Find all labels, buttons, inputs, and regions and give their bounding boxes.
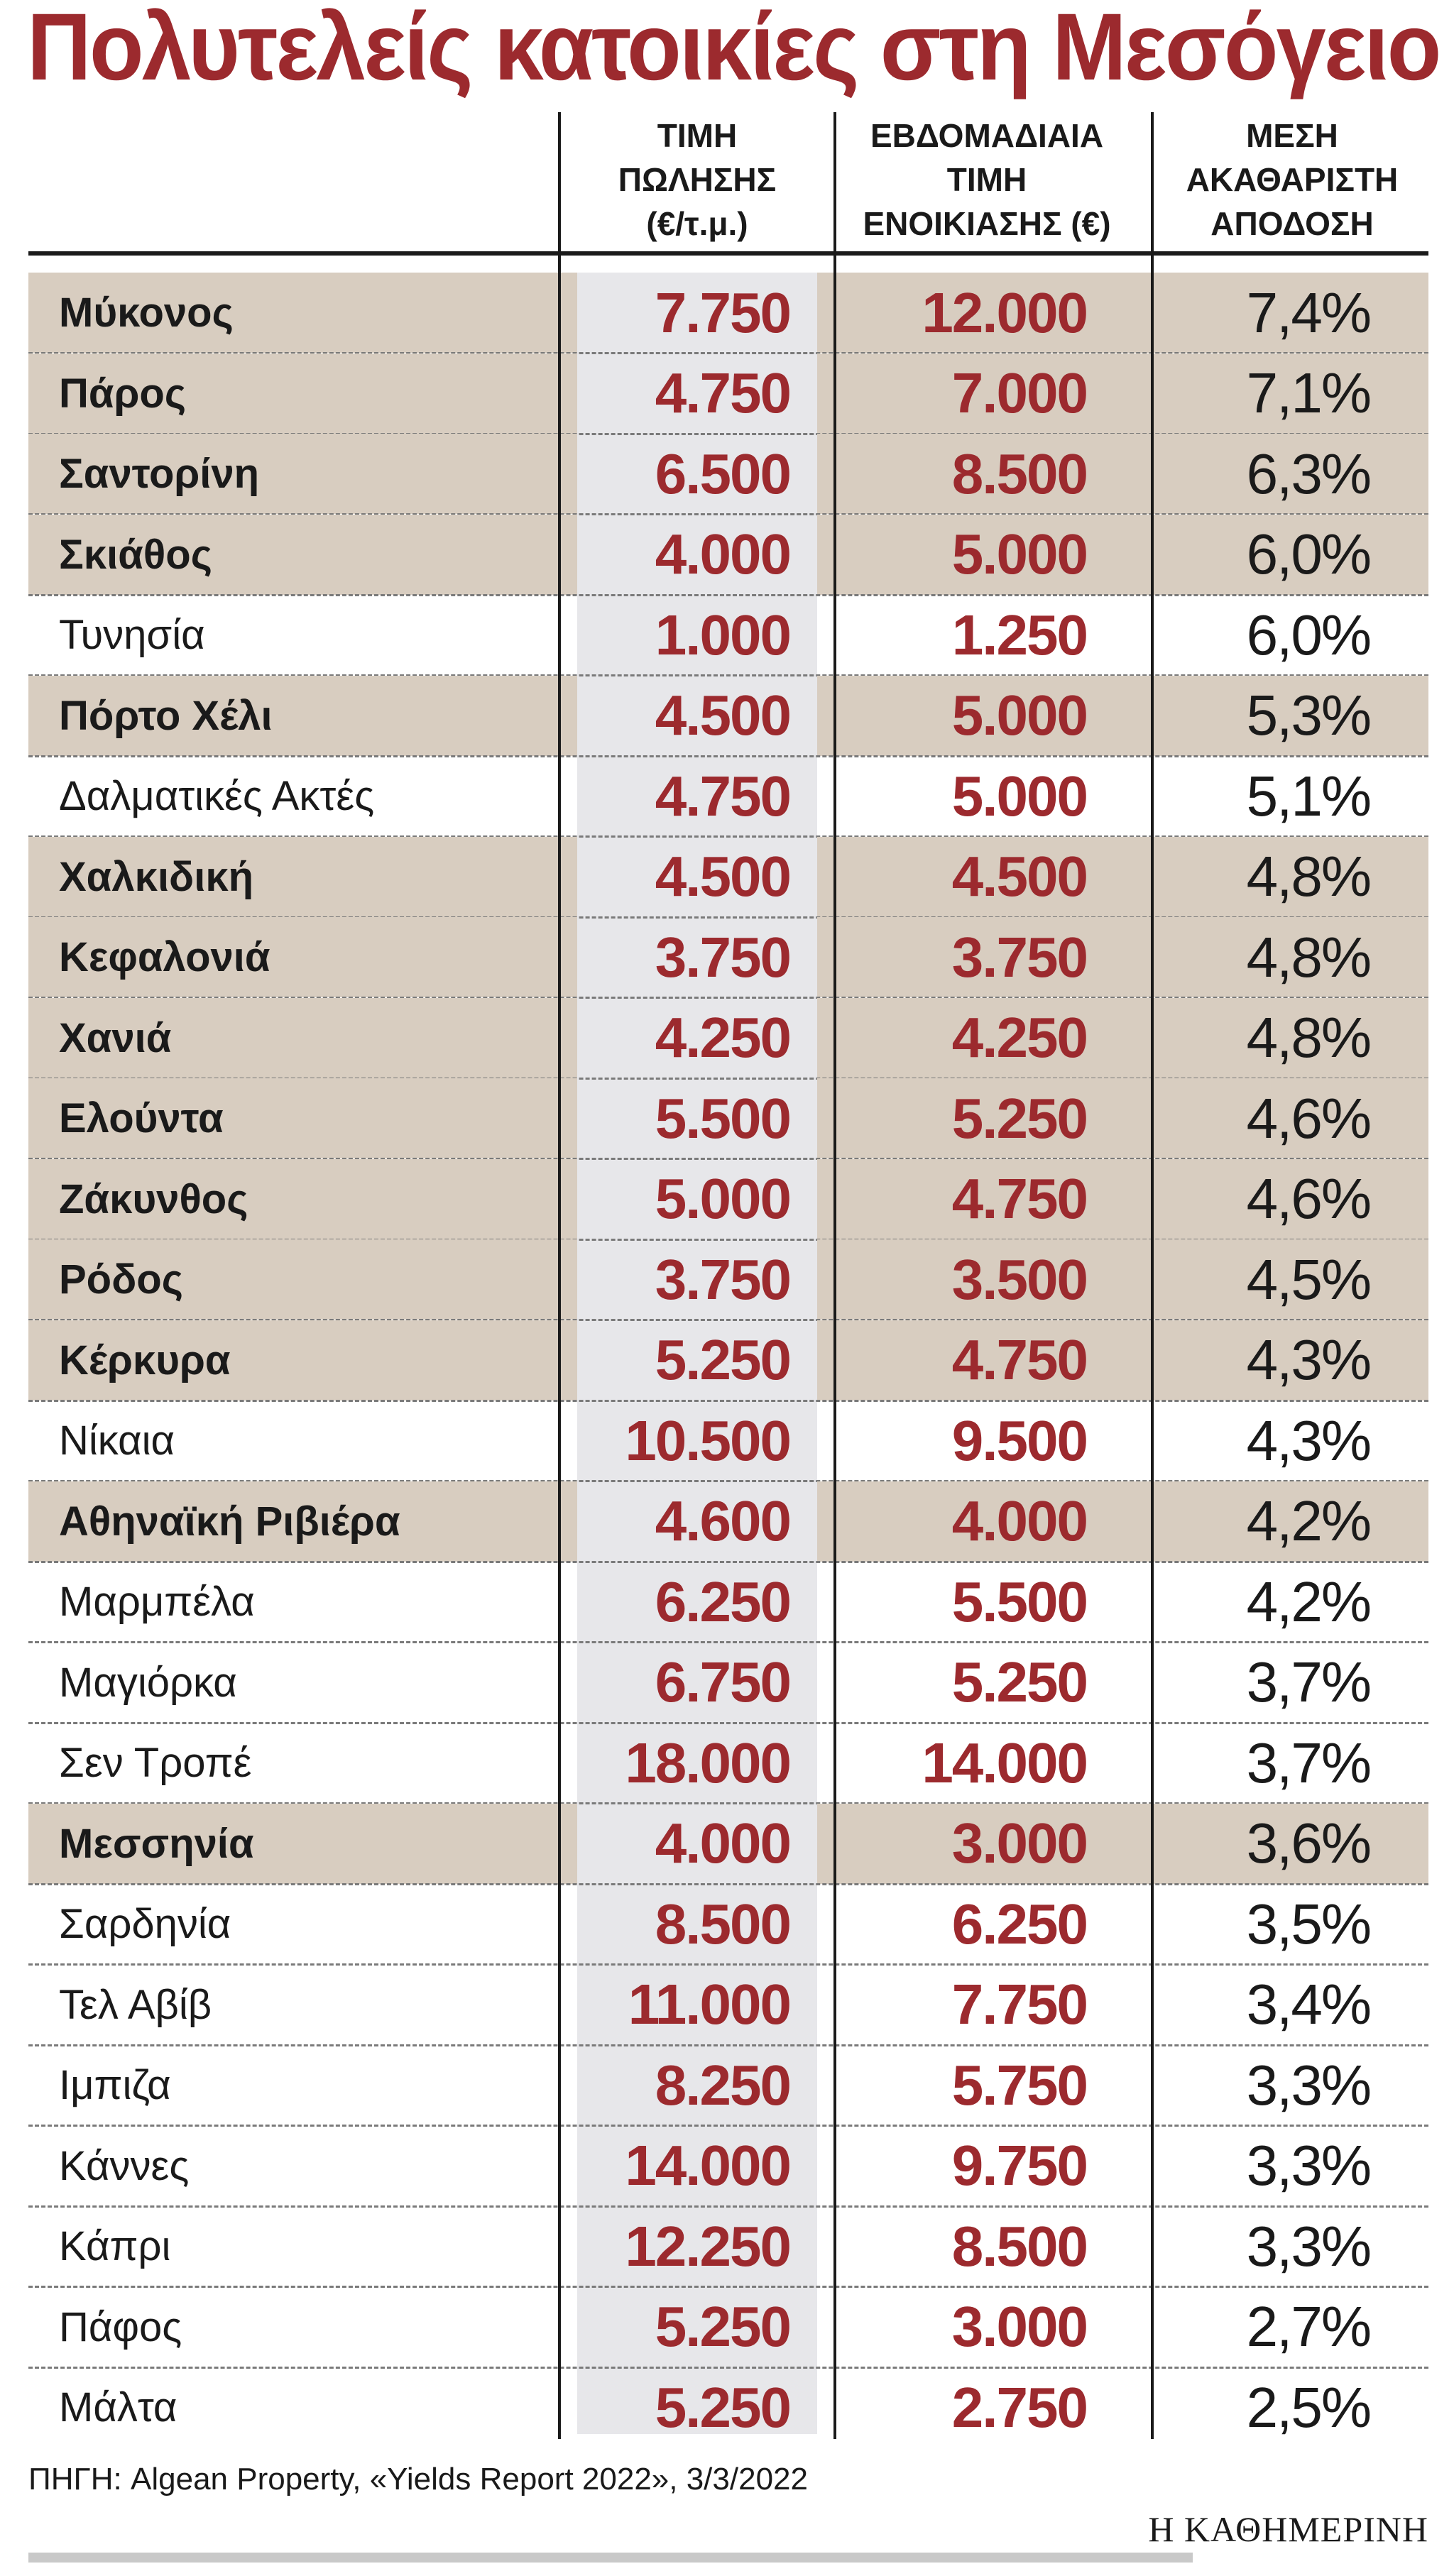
gross-yield-value: 3,3% bbox=[1246, 2134, 1370, 2197]
header-line: ΠΩΛΗΣΗΣ bbox=[618, 161, 777, 198]
table-row bbox=[28, 515, 1428, 595]
gross-yield-value: 7,4% bbox=[1246, 280, 1370, 344]
table-row bbox=[28, 917, 1428, 997]
header-weekly-rent bbox=[838, 112, 1136, 247]
location-name: Μεσσηνία bbox=[59, 1820, 254, 1867]
location-name: Σαρδηνία bbox=[59, 1901, 231, 1947]
table-row bbox=[28, 1159, 1428, 1239]
location-name: Δαλματικές Ακτές bbox=[59, 773, 375, 819]
weekly-rent-value: 3.500 bbox=[951, 1247, 1087, 1311]
table-row bbox=[28, 1965, 1428, 2045]
gross-yield-value: 4,6% bbox=[1246, 1086, 1370, 1150]
publisher-logo: Η ΚΑΘΗΜΕΡΙΝΗ bbox=[1148, 2509, 1428, 2549]
gross-yield-value: 4,8% bbox=[1246, 845, 1370, 908]
weekly-rent-value: 8.500 bbox=[951, 442, 1087, 505]
weekly-rent-value: 5.250 bbox=[951, 1086, 1087, 1150]
gross-yield-value: 4,3% bbox=[1246, 1408, 1370, 1472]
gross-yield-value: 4,5% bbox=[1246, 1247, 1370, 1311]
table-row bbox=[28, 756, 1428, 836]
weekly-rent-value: 4.000 bbox=[951, 1489, 1087, 1552]
location-name: Σκιάθος bbox=[59, 531, 212, 578]
weekly-rent-value: 8.500 bbox=[951, 2214, 1087, 2278]
sale-price-value: 1.000 bbox=[655, 603, 790, 667]
weekly-rent-value: 9.500 bbox=[951, 1408, 1087, 1472]
sale-price-value: 8.500 bbox=[655, 1892, 790, 1956]
table-row bbox=[28, 595, 1428, 675]
header-line: ΕΝΟΙΚΙΑΣΗΣ (€) bbox=[863, 205, 1111, 242]
sale-price-value: 3.750 bbox=[655, 1247, 790, 1311]
sale-price-value: 6.250 bbox=[655, 1569, 790, 1633]
gross-yield-value: 7,1% bbox=[1246, 361, 1370, 424]
location-name: Πάφος bbox=[59, 2303, 182, 2350]
gross-yield-value: 6,0% bbox=[1246, 603, 1370, 667]
gross-yield-value: 5,3% bbox=[1246, 684, 1370, 747]
sale-price-value: 4.000 bbox=[655, 1812, 790, 1875]
weekly-rent-value: 5.000 bbox=[951, 522, 1087, 586]
source-note: ΠΗΓΗ: Algean Property, «Yields Report 2022», 3/3/2022 bbox=[28, 2462, 808, 2496]
weekly-rent-value: 4.750 bbox=[951, 1167, 1087, 1230]
gross-yield-value: 4,6% bbox=[1246, 1167, 1370, 1230]
header-line: ΑΚΑΘΑΡΙΣΤΗ bbox=[1186, 161, 1399, 198]
table-row bbox=[28, 1723, 1428, 1803]
sale-price-value: 4.750 bbox=[655, 764, 790, 828]
weekly-rent-value: 7.750 bbox=[951, 1973, 1087, 2036]
location-name: Μαγιόρκα bbox=[59, 1659, 237, 1706]
table-row bbox=[28, 1078, 1428, 1158]
weekly-rent-value: 7.000 bbox=[951, 361, 1087, 424]
weekly-rent-value: 5.250 bbox=[951, 1650, 1087, 1714]
sale-price-value: 12.250 bbox=[625, 2214, 790, 2278]
column-divider bbox=[558, 112, 561, 2439]
table-row bbox=[28, 2287, 1428, 2367]
sale-price-value: 4.600 bbox=[655, 1489, 790, 1552]
sale-price-value: 4.000 bbox=[655, 522, 790, 586]
gross-yield-value: 4,8% bbox=[1246, 925, 1370, 989]
location-name: Νίκαια bbox=[59, 1418, 175, 1464]
location-name: Ζάκυνθος bbox=[59, 1175, 248, 1222]
gross-yield-value: 4,3% bbox=[1246, 1328, 1370, 1391]
sale-price-value: 5.250 bbox=[655, 2295, 790, 2358]
location-name: Κάπρι bbox=[59, 2223, 171, 2269]
table-row bbox=[28, 2126, 1428, 2206]
sale-price-value: 7.750 bbox=[655, 280, 790, 344]
column-divider bbox=[833, 112, 836, 2439]
header-line: ΕΒΔΟΜΑΔΙΑΙΑ bbox=[870, 117, 1104, 154]
gross-yield-value: 5,1% bbox=[1246, 764, 1370, 828]
location-name: Μαρμπέλα bbox=[59, 1579, 255, 1625]
table-row bbox=[28, 1562, 1428, 1642]
sale-price-value: 6.500 bbox=[655, 442, 790, 505]
table-row bbox=[28, 1401, 1428, 1481]
gross-yield-value: 3,7% bbox=[1246, 1731, 1370, 1794]
weekly-rent-value: 5.750 bbox=[951, 2053, 1087, 2117]
sale-price-value: 4.500 bbox=[655, 845, 790, 908]
gross-yield-value: 3,4% bbox=[1246, 1973, 1370, 2036]
location-name: Σεν Τροπέ bbox=[59, 1740, 252, 1786]
sale-price-value: 5.250 bbox=[655, 2375, 790, 2439]
sale-price-value: 14.000 bbox=[625, 2134, 790, 2197]
table-row bbox=[28, 2045, 1428, 2125]
gross-yield-value: 4,8% bbox=[1246, 1006, 1370, 1069]
location-name: Ιμπιζα bbox=[59, 2062, 171, 2108]
weekly-rent-value: 5.000 bbox=[951, 684, 1087, 747]
weekly-rent-value: 1.250 bbox=[951, 603, 1087, 667]
column-divider bbox=[1151, 112, 1154, 2439]
header-rule bbox=[28, 251, 1428, 256]
location-name: Μύκονος bbox=[59, 290, 234, 336]
location-name: Τελ Αβίβ bbox=[59, 1981, 212, 2028]
gross-yield-value: 6,0% bbox=[1246, 522, 1370, 586]
location-name: Κάννες bbox=[59, 2142, 190, 2189]
gross-yield-value: 3,7% bbox=[1246, 1650, 1370, 1714]
weekly-rent-value: 4.750 bbox=[951, 1328, 1087, 1391]
header-line: ΤΙΜΗ bbox=[946, 161, 1027, 198]
gross-yield-value: 3,3% bbox=[1246, 2053, 1370, 2117]
location-name: Χανιά bbox=[59, 1014, 172, 1061]
sale-price-value: 11.000 bbox=[628, 1973, 790, 2036]
table-row bbox=[28, 1884, 1428, 1964]
sale-price-value: 18.000 bbox=[625, 1731, 790, 1794]
sale-price-value: 5.250 bbox=[655, 1328, 790, 1391]
weekly-rent-value: 12.000 bbox=[922, 280, 1087, 344]
sale-price-value: 5.500 bbox=[655, 1086, 790, 1150]
sale-price-value: 5.000 bbox=[655, 1167, 790, 1230]
gross-yield-value: 4,2% bbox=[1246, 1489, 1370, 1552]
weekly-rent-value: 14.000 bbox=[922, 1731, 1087, 1794]
location-name: Αθηναϊκή Ριβιέρα bbox=[59, 1498, 400, 1545]
gross-yield-value: 3,6% bbox=[1246, 1812, 1370, 1875]
weekly-rent-value: 3.000 bbox=[951, 2295, 1087, 2358]
location-name: Κεφαλονιά bbox=[59, 934, 270, 980]
weekly-rent-value: 4.500 bbox=[951, 845, 1087, 908]
table-row bbox=[28, 1481, 1428, 1562]
weekly-rent-value: 9.750 bbox=[951, 2134, 1087, 2197]
sale-price-value: 6.750 bbox=[655, 1650, 790, 1714]
gross-yield-value: 2,5% bbox=[1246, 2375, 1370, 2439]
weekly-rent-value: 6.250 bbox=[951, 1892, 1087, 1956]
weekly-rent-value: 3.750 bbox=[951, 925, 1087, 989]
table-row bbox=[28, 2367, 1428, 2448]
location-name: Χαλκιδική bbox=[59, 853, 254, 900]
table-row bbox=[28, 837, 1428, 917]
sale-price-value: 4.500 bbox=[655, 684, 790, 747]
header-gross-yield bbox=[1156, 112, 1428, 247]
table-row bbox=[28, 2206, 1428, 2286]
page-title: Πολυτελείς κατοικίες στη Μεσόγειο bbox=[27, 0, 1440, 100]
sale-price-value: 4.250 bbox=[655, 1006, 790, 1069]
table-row bbox=[28, 1643, 1428, 1723]
table-row bbox=[28, 1804, 1428, 1884]
sale-price-value: 8.250 bbox=[655, 2053, 790, 2117]
weekly-rent-value: 4.250 bbox=[951, 1006, 1087, 1069]
weekly-rent-value: 5.500 bbox=[951, 1569, 1087, 1633]
weekly-rent-value: 5.000 bbox=[951, 764, 1087, 828]
sale-price-value: 4.750 bbox=[655, 361, 790, 424]
header-line: ΤΙΜΗ bbox=[657, 117, 738, 154]
location-name: Κέρκυρα bbox=[59, 1337, 231, 1383]
location-name: Πάρος bbox=[59, 370, 187, 417]
location-name: Τυνησία bbox=[59, 612, 205, 658]
table-row bbox=[28, 998, 1428, 1078]
weekly-rent-value: 3.000 bbox=[951, 1812, 1087, 1875]
table-row bbox=[28, 1320, 1428, 1401]
gross-yield-value: 3,3% bbox=[1246, 2214, 1370, 2278]
table-row bbox=[28, 353, 1428, 434]
table-row bbox=[28, 1239, 1428, 1320]
header-line: ΑΠΟΔΟΣΗ bbox=[1210, 205, 1374, 242]
sale-price-value: 3.750 bbox=[655, 925, 790, 989]
header-line: (€/τ.μ.) bbox=[646, 205, 748, 242]
table-row bbox=[28, 676, 1428, 756]
header-sale-price bbox=[577, 112, 817, 247]
gross-yield-value: 2,7% bbox=[1246, 2295, 1370, 2358]
table-row bbox=[28, 434, 1428, 514]
sale-price-value: 10.500 bbox=[625, 1408, 790, 1472]
location-name: Μάλτα bbox=[59, 2384, 177, 2430]
location-name: Ελούντα bbox=[59, 1095, 224, 1141]
location-name: Ρόδος bbox=[59, 1256, 183, 1303]
header-line: ΜΕΣΗ bbox=[1246, 117, 1338, 154]
weekly-rent-value: 2.750 bbox=[951, 2375, 1087, 2439]
location-name: Πόρτο Χέλι bbox=[59, 692, 273, 739]
footer-bar bbox=[28, 2553, 1193, 2563]
gross-yield-value: 4,2% bbox=[1246, 1569, 1370, 1633]
table-row bbox=[28, 273, 1428, 353]
gross-yield-value: 6,3% bbox=[1246, 442, 1370, 505]
location-name: Σαντορίνη bbox=[59, 451, 260, 497]
gross-yield-value: 3,5% bbox=[1246, 1892, 1370, 1956]
